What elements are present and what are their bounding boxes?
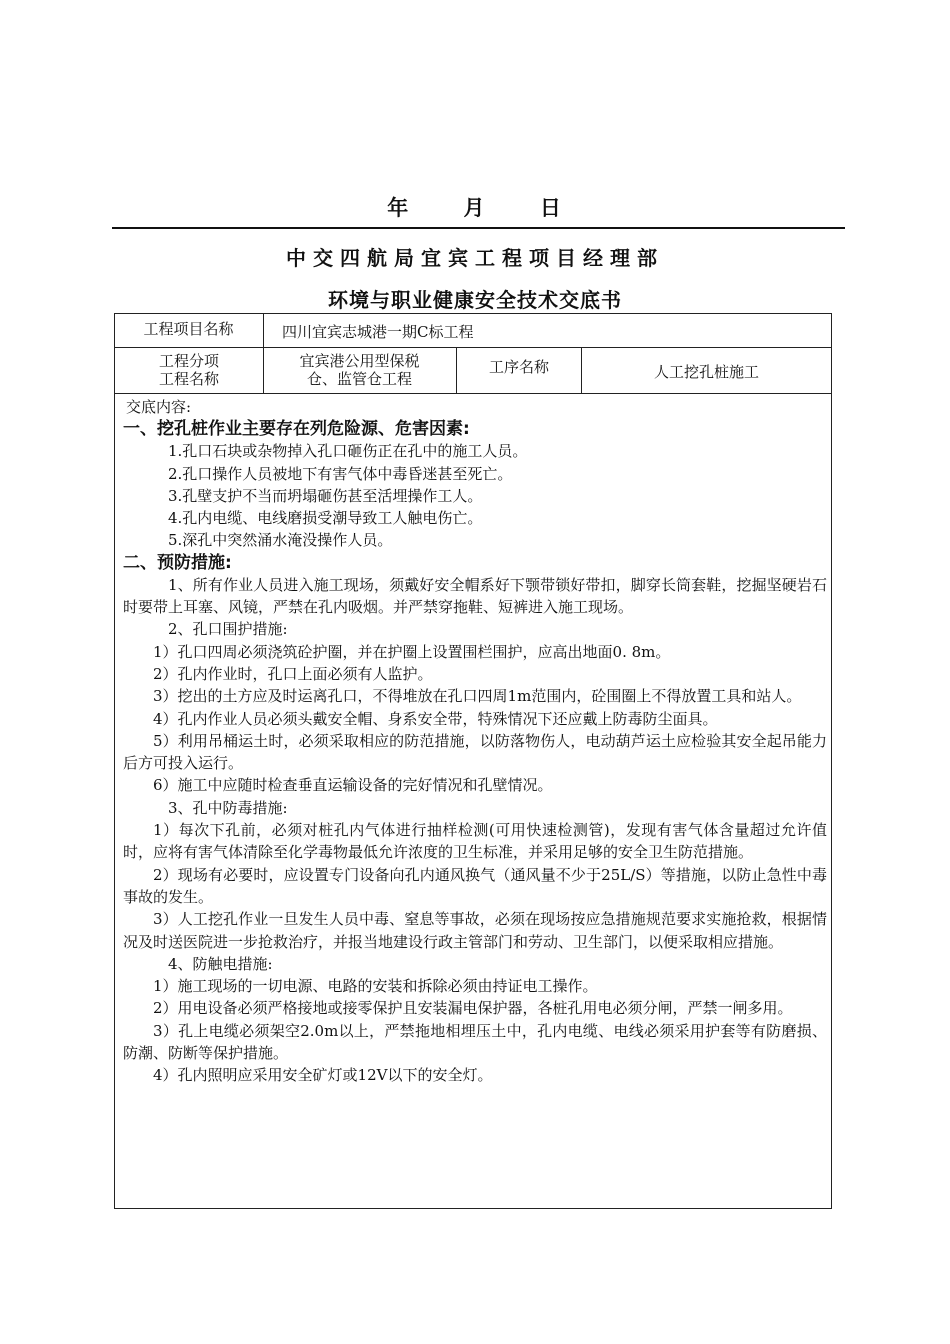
hazard-item: 5.深孔中突然涌水淹没操作人员。 [168,531,393,550]
measure-2-item: 5）利用吊桶运土时，必须采取相应的防范措施，以防落物伤人，电动葫芦运土应检验其安全起吊能力后方可投入运行。 [123,731,827,773]
project-name-value: 四川宜宾志城港一期C标工程 [282,323,474,341]
disclosure-form [114,313,832,1209]
disclosure-content [123,396,827,1087]
measure-2-item: 4）孔内作业人员必须头戴安全帽、身系安全带，特殊情况下还应戴上防毒防尘面具。 [153,709,718,728]
measure-4-item: 1）施工现场的一切电源、电路的安装和拆除必须由持证电工操作。 [153,977,598,996]
process-value: 人工挖孔桩施工 [653,363,759,381]
date-month: 月 [463,196,487,220]
intro-label: 交底内容: [126,398,192,416]
sub-project-value [264,352,455,388]
measure-3-item: 3）人工挖孔作业一旦发生人员中毒、窒息等事故，必须在现场按应急措施规范要求实施抢救，根据情况及时送医院进一步抢救治疗，并报当地建设行政主管部门和劳动、卫生部门，以便采取相应措施。 [123,910,827,951]
divider [263,314,264,347]
hazard-item: 3.孔壁支护不当而坍塌砸伤甚至活埋操作工人。 [168,486,483,505]
measure-3-item: 1）每次下孔前，必须对桩孔内气体进行抽样检测(可用快速检测管)，发现有害气体含量超过允许值时，应将有害气体清除至化学毒物最低允许浓度的卫生标准，并采用足够的安全卫生防范措施。 [123,821,827,862]
date-line [0,192,950,222]
measure-4-item: 4）孔内照明应采用安全矿灯或12V以下的安全灯。 [153,1066,493,1085]
measure-4-item: 3）孔上电缆必须架空2.0m以上，严禁拖地相埋压土中，孔内电缆、电线必须采用护套等有防磨损、防潮、防断等保护措施。 [123,1021,827,1063]
measure-2-item: 2）孔内作业时，孔口上面必须有人监护。 [153,664,433,683]
organization-title: 中交四航局宜宾工程项目经理部 [286,246,664,270]
measure-1: 1、所有作业人员进入施工现场，须戴好安全帽系好下颚带锁好带扣，脚穿长筒套鞋，挖掘坚硬岩石时要带上耳塞、风镜，严禁在孔内吸烟。并严禁穿拖鞋、短裤进入施工现场。 [123,575,827,617]
measure-3-item: 2）现场有必要时，应设置专门设备向孔内通风换气（通风量不少于25L/S）等措施，以防止急性中毒事故的发生。 [123,865,827,906]
divider [115,393,831,394]
measure-3-title: 3、孔中防毒措施: [168,798,288,817]
sub-project-label-line2: 工程名称 [158,370,219,388]
document-title: 环境与职业健康安全技术交底书 [328,288,622,312]
date-year: 年 [387,196,411,220]
sub-project-value-line1: 宜宾港公用型保税 [299,352,420,370]
header-rule [112,227,845,229]
measure-4-item: 2）用电设备必须严格接地或接零保护且安装漏电保护器，各桩孔用电必须分闸，严禁一闸多用。 [153,999,793,1018]
section1-title: 一、挖孔桩作业主要存在列危险源、危害因素: [123,419,470,440]
date-day: 日 [539,196,563,220]
measure-4-title: 4、防触电措施: [168,954,273,973]
hazard-item: 1.孔口石块或杂物掉入孔口砸伤正在孔中的施工人员。 [168,442,528,461]
measure-2-item: 6）施工中应随时检查垂直运输设备的完好情况和孔壁情况。 [153,776,553,795]
measure-2-item: 1）孔口四周必须浇筑砼护圈，并在护圈上设置围栏围护，应高出地面0. 8m。 [153,642,671,661]
hazard-item: 2.孔口操作人员被地下有害气体中毒昏迷甚至死亡。 [168,464,513,483]
hazard-item: 4.孔内电缆、电线磨损受潮导致工人触电伤亡。 [168,509,483,528]
divider [115,347,831,348]
sub-project-label [115,352,263,388]
sub-project-value-line2: 仓、监管仓工程 [306,370,412,388]
sub-project-label-line1: 工程分项 [158,352,219,370]
process-label: 工序名称 [488,358,549,376]
section2-title: 二、预防措施: [123,552,232,573]
measure-2-title: 2、孔口围护措施: [168,620,288,639]
project-name-label: 工程项目名称 [143,320,234,338]
measure-2-item: 3）挖出的土方应及时运离孔口，不得堆放在孔口四周1m范围内，砼围圈上不得放置工具和站人。 [153,687,802,706]
